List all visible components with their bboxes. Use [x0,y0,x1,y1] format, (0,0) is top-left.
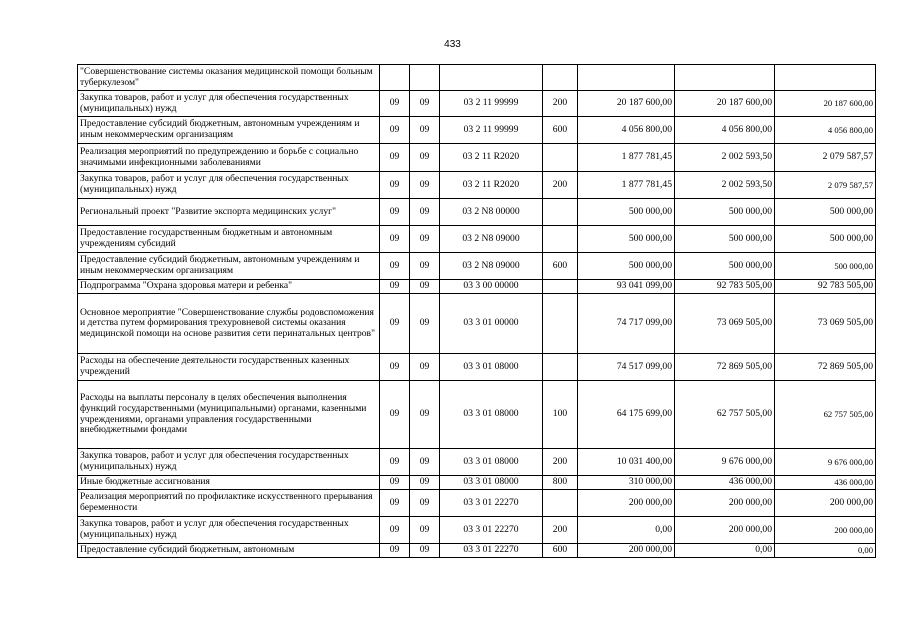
row-subsection: 09 [410,91,440,117]
row-amount-2: 2 002 593,50 [675,144,775,172]
row-section: 09 [380,91,410,117]
row-section: 09 [380,117,410,144]
row-amount-2: 20 187 600,00 [675,91,775,117]
row-amount-2: 92 783 505,00 [675,280,775,294]
row-name: Региональный проект "Развитие экспорта медицинских услуг" [78,199,380,226]
row-name: Закупка товаров, работ и услуг для обеспечения государственных (муниципальных) нужд [78,449,380,476]
table-row [78,226,876,253]
row-amount-3: 2 079 587,57 [775,144,876,172]
row-subsection: 09 [410,172,440,199]
row-expense-type [543,226,578,253]
row-expense-type [543,199,578,226]
row-amount-1: 4 056 800,00 [578,117,675,144]
row-subsection: 09 [410,517,440,544]
row-section: 09 [380,544,410,558]
row-amount-3: 436 000,00 [775,476,876,490]
row-code: 03 3 01 08000 [440,476,543,490]
row-code: 03 2 11 R2020 [440,144,543,172]
row-expense-type: 200 [543,517,578,544]
row-name: Закупка товаров, работ и услуг для обеспечения государственных (муниципальных) нужд [78,517,380,544]
row-expense-type [543,65,578,91]
row-amount-3: 500 000,00 [775,226,876,253]
row-code: 03 3 01 08000 [440,354,543,381]
row-expense-type [543,294,578,354]
row-amount-2: 200 000,00 [675,517,775,544]
row-expense-type: 200 [543,449,578,476]
row-name: Предоставление субсидий бюджетным, автономным учреждениям и иным некоммерческим организациям [78,253,380,280]
table-row [78,91,876,117]
table-row [78,449,876,476]
row-amount-3: 2 079 587,57 [775,172,876,199]
row-subsection: 09 [410,144,440,172]
row-expense-type [543,280,578,294]
row-amount-1: 10 031 400,00 [578,449,675,476]
budget-table-body [78,65,876,558]
row-amount-3: 200 000,00 [775,517,876,544]
row-amount-2 [675,65,775,91]
row-amount-2: 500 000,00 [675,199,775,226]
row-amount-1: 0,00 [578,517,675,544]
row-code: 03 2 11 R2020 [440,172,543,199]
table-row [78,517,876,544]
row-amount-1: 74 717 099,00 [578,294,675,354]
row-section: 09 [380,449,410,476]
row-section: 09 [380,144,410,172]
row-amount-3: 200 000,00 [775,490,876,517]
row-amount-3: 4 056 800,00 [775,117,876,144]
row-amount-3: 72 869 505,00 [775,354,876,381]
row-amount-1 [578,65,675,91]
row-amount-1: 64 175 699,00 [578,381,675,449]
row-amount-3: 9 676 000,00 [775,449,876,476]
row-expense-type [543,354,578,381]
row-section: 09 [380,294,410,354]
row-subsection: 09 [410,117,440,144]
row-section: 09 [380,199,410,226]
row-expense-type: 600 [543,117,578,144]
row-name: Реализация мероприятий по профилактике искусственного прерывания беременности [78,490,380,517]
row-section: 09 [380,172,410,199]
row-code: 03 2 11 99999 [440,117,543,144]
table-row [78,117,876,144]
row-amount-3: 62 757 505,00 [775,381,876,449]
row-section: 09 [380,517,410,544]
row-expense-type: 100 [543,381,578,449]
row-subsection: 09 [410,294,440,354]
row-subsection: 09 [410,354,440,381]
row-code: 03 2 N8 00000 [440,199,543,226]
row-code: 03 3 00 00000 [440,280,543,294]
row-subsection: 09 [410,381,440,449]
row-amount-1: 20 187 600,00 [578,91,675,117]
table-row [78,65,876,91]
row-amount-1: 74 517 099,00 [578,354,675,381]
row-amount-3: 92 783 505,00 [775,280,876,294]
row-amount-1: 1 877 781,45 [578,172,675,199]
row-amount-2: 500 000,00 [675,253,775,280]
row-section: 09 [380,381,410,449]
row-amount-2: 73 069 505,00 [675,294,775,354]
row-subsection: 09 [410,476,440,490]
row-expense-type: 200 [543,91,578,117]
row-amount-3: 73 069 505,00 [775,294,876,354]
row-subsection: 09 [410,544,440,558]
row-name: Иные бюджетные ассигнования [78,476,380,490]
table-row [78,280,876,294]
row-name: Предоставление субсидий бюджетным, автономным учреждениям и иным некоммерческим организациям [78,117,380,144]
row-expense-type [543,490,578,517]
table-row [78,253,876,280]
row-code: 03 3 01 08000 [440,449,543,476]
table-row [78,544,876,558]
row-code: 03 3 01 22270 [440,517,543,544]
row-subsection: 09 [410,226,440,253]
row-amount-2: 0,00 [675,544,775,558]
row-amount-3: 500 000,00 [775,253,876,280]
row-code: 03 3 01 22270 [440,544,543,558]
table-row [78,381,876,449]
row-amount-2: 200 000,00 [675,490,775,517]
page-number: 433 [444,39,461,50]
row-amount-3 [775,65,876,91]
row-subsection: 09 [410,280,440,294]
row-section: 09 [380,476,410,490]
row-amount-1: 200 000,00 [578,490,675,517]
row-name: Предоставление субсидий бюджетным, автономным [78,544,380,558]
row-expense-type: 600 [543,544,578,558]
row-expense-type: 800 [543,476,578,490]
row-section: 09 [380,280,410,294]
row-subsection: 09 [410,199,440,226]
row-section [380,65,410,91]
row-amount-2: 72 869 505,00 [675,354,775,381]
row-expense-type: 200 [543,172,578,199]
row-code [440,65,543,91]
row-code: 03 3 01 08000 [440,381,543,449]
row-amount-2: 9 676 000,00 [675,449,775,476]
row-amount-1: 310 000,00 [578,476,675,490]
row-name: Реализация мероприятий по предупреждению и борьбе с социально значимыми инфекционными заболеваниями [78,144,380,172]
row-amount-2: 436 000,00 [675,476,775,490]
table-row [78,294,876,354]
row-expense-type: 600 [543,253,578,280]
row-subsection [410,65,440,91]
row-section: 09 [380,253,410,280]
row-amount-1: 500 000,00 [578,253,675,280]
row-amount-2: 2 002 593,50 [675,172,775,199]
row-expense-type [543,144,578,172]
row-amount-3: 500 000,00 [775,199,876,226]
row-amount-1: 500 000,00 [578,226,675,253]
table-row [78,354,876,381]
table-row [78,199,876,226]
row-amount-1: 500 000,00 [578,199,675,226]
budget-table [77,64,876,558]
row-amount-3: 20 187 600,00 [775,91,876,117]
row-name: Предоставление государственным бюджетным и автономным учреждениям субсидий [78,226,380,253]
row-name: Расходы на выплаты персоналу в целях обеспечения выполнения функций государственными (муниципальными) органами, казенными учреждениями, органами управления государственными внебюджетными фондами [78,381,380,449]
table-row [78,476,876,490]
row-name: Закупка товаров, работ и услуг для обеспечения государственных (муниципальных) нужд [78,91,380,117]
table-row [78,490,876,517]
row-code: 03 3 01 00000 [440,294,543,354]
row-amount-1: 200 000,00 [578,544,675,558]
row-amount-1: 93 041 099,00 [578,280,675,294]
table-row [78,144,876,172]
row-name: Основное мероприятие "Совершенствование службы родовспоможения и детства путем формирования трехуровневой системы оказания медицинской помощи на основе развития сети перинатальных центров" [78,294,380,354]
row-name: Расходы на обеспечение деятельности государственных казенных учреждений [78,354,380,381]
row-code: 03 3 01 22270 [440,490,543,517]
row-amount-2: 4 056 800,00 [675,117,775,144]
row-section: 09 [380,490,410,517]
row-subsection: 09 [410,490,440,517]
table-row [78,172,876,199]
row-subsection: 09 [410,449,440,476]
row-code: 03 2 N8 09000 [440,226,543,253]
row-section: 09 [380,354,410,381]
row-name: "Совершенствование системы оказания медицинской помощи больным туберкулезом" [78,65,380,91]
row-code: 03 2 11 99999 [440,91,543,117]
row-name: Закупка товаров, работ и услуг для обеспечения государственных (муниципальных) нужд [78,172,380,199]
row-amount-1: 1 877 781,45 [578,144,675,172]
row-subsection: 09 [410,253,440,280]
row-code: 03 2 N8 09000 [440,253,543,280]
row-name: Подпрограмма "Охрана здоровья матери и ребенка" [78,280,380,294]
row-amount-2: 62 757 505,00 [675,381,775,449]
row-amount-2: 500 000,00 [675,226,775,253]
row-amount-3: 0,00 [775,544,876,558]
row-section: 09 [380,226,410,253]
